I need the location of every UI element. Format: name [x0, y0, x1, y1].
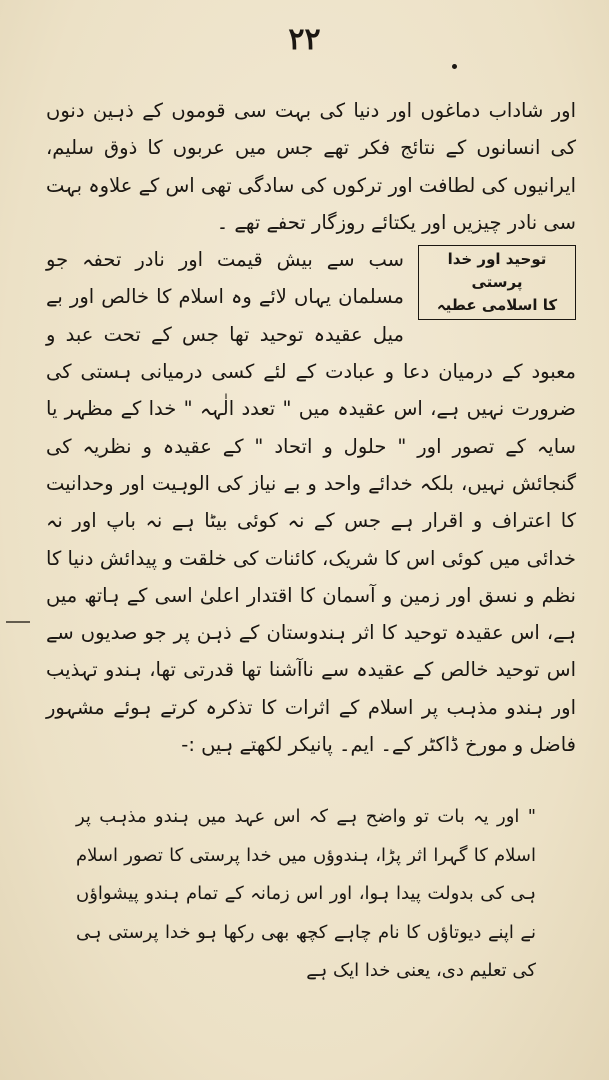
side-heading-box	[418, 245, 576, 320]
ink-dot	[452, 64, 457, 69]
margin-mark	[6, 621, 30, 623]
side-heading-line-2: کا اسلامی عطیہ	[436, 296, 558, 315]
main-text	[46, 92, 576, 763]
quote-text: " اور یہ بات تو واضح ہے کہ اس عہد میں ہندو مذہب پر اسلام کا گہرا اثر پڑا، ہندوؤں میں خدا پرستی کا تصور اسلام ہی کی بدولت پیدا ہوا، اور اس زمانہ کے تمام ہندو پیشواؤں نے اپنے دیوتاؤں کا نام چاہے کچھ بھی رکھا ہو خدا پرستی ہی کی تعلیم دی، یعنی خدا ایک ہے	[76, 806, 536, 981]
paragraph-2: سب سے بیش قیمت اور نادر تحفہ جو مسلمان یہاں لائے وہ اسلام کا خالص اور بے میل عقیدہ توحید تھا جس کے تحت عبد و معبود کے درمیان دعا و عبادت کے لئے کسی درمیانی ہستی کی ضرورت نہیں ہے، اس عقیدہ میں " تعدد الٰہہ " خدا کے مظہر یا سایہ کے تصور اور " حلول و اتحاد " کے عقیدہ و نظریہ کی گنجائش نہیں، بلکہ خدائے واحد و بے نیاز کی الوہیت اور وحدانیت کا اعتراف و اقرار ہے جس کے نہ کوئی بیٹا ہے نہ باپ اور نہ خدائی میں کوئی اس کا شریک، کائنات کی خلقت و پیدائش دنیا کا نظم و نسق اور زمین و آسمان کا اقتدار اعلیٰ اسی کے ہاتھ میں ہے، اس عقیدہ توحید کا اثر ہندوستان کے ذہن پر جو صدیوں سے اس توحید خالص کے عقیدہ سے ناآشنا تھا قدرتی تھا، ہندو تہذیب اور ہندو مذہب پر اسلام کے اثرات کا تذکرہ کرتے ہوئے مشہور فاضل و مورخ ڈاکٹر کے۔ ایم۔ پانیکر لکھتے ہیں :-	[46, 248, 576, 757]
side-heading-line-1: توحید اور خدا پرستی	[447, 250, 547, 292]
page-number: ۲۲	[288, 22, 321, 57]
paragraph-1: اور شاداب دماغوں اور دنیا کی بہت سی قوموں کے ذہین دنوں کی انسانوں کے نتائج فکر تھے جس میں عربوں کا ذوق سلیم، ایرانیوں کی لطافت اور ترکوں کی سادگی تھی اس کے علاوہ بہت سی نادر چیزیں اور یکتائے روزگار تحفے تھے ۔	[46, 99, 576, 234]
handwritten-quote	[76, 798, 536, 991]
